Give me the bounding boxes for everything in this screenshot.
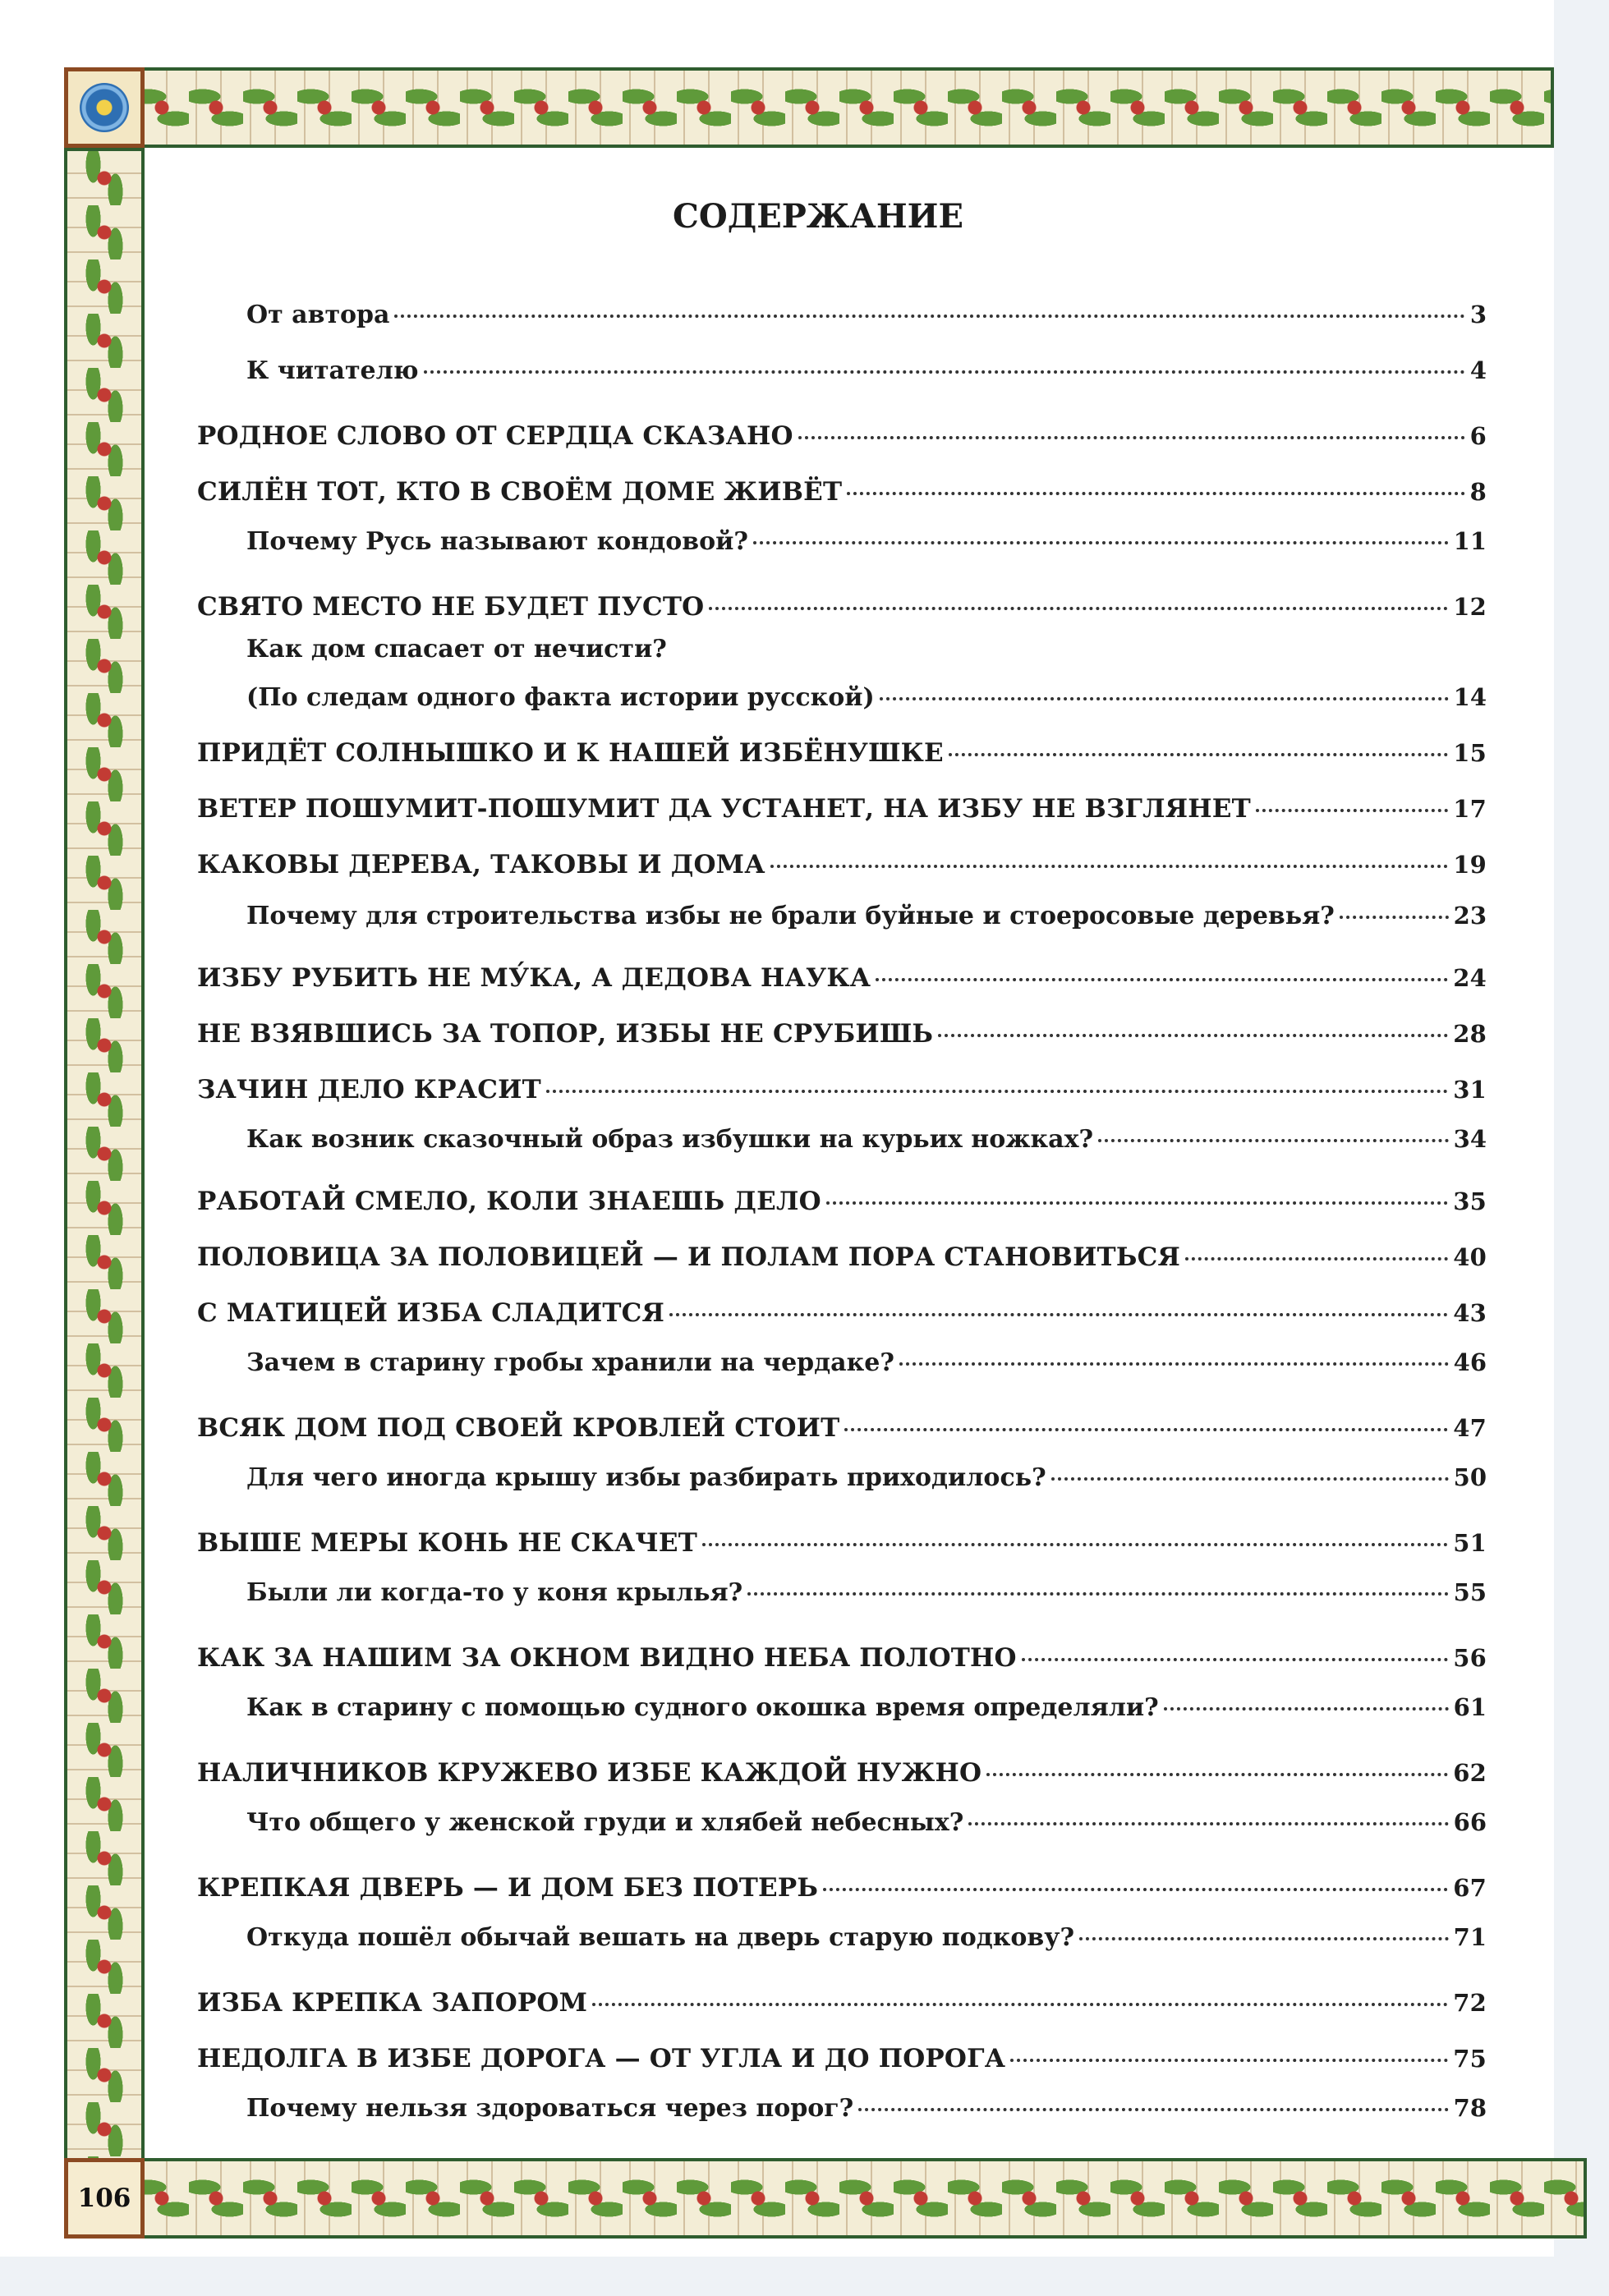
corner-rosette: [64, 67, 145, 148]
toc-entry-line: [246, 1922, 1487, 1954]
toc-entry-line: [197, 2043, 1487, 2074]
toc-entry-title: ИЗБА КРЕПКА ЗАПОРОМ: [197, 1988, 588, 2018]
toc-entry-line: [197, 420, 1487, 452]
dot-leader: [823, 1885, 1448, 1891]
toc-entry-title: ЗАЧИН ДЕЛО КРАСИТ: [197, 1075, 541, 1104]
toc-entry-page: 31: [1453, 1076, 1487, 1104]
dot-leader: [702, 1540, 1448, 1546]
dot-leader: [899, 1359, 1449, 1366]
toc-entry-line: [246, 526, 1487, 558]
toc-entry: [246, 1123, 1487, 1155]
toc-entry-line: [197, 1018, 1487, 1049]
toc-entry: [197, 1872, 1487, 1903]
toc-entry-title: НАЛИЧНИКОВ КРУЖЕВО ИЗБЕ КАЖДОЙ НУЖНО: [197, 1758, 982, 1788]
toc-entry: [246, 900, 1487, 932]
toc-entry: [197, 962, 1487, 994]
toc-entry-page: 43: [1453, 1299, 1487, 1327]
toc-entry: [246, 2092, 1487, 2124]
toc-entry-line: [197, 1527, 1487, 1559]
toc-entry: [197, 2043, 1487, 2074]
dot-leader: [753, 538, 1449, 544]
toc-entry: [197, 849, 1487, 880]
dot-leader: [1079, 1934, 1449, 1940]
toc-entry-page: 35: [1453, 1187, 1487, 1215]
toc-entry-title: СВЯТО МЕСТО НЕ БУДЕТ ПУСТО: [197, 592, 705, 622]
dot-leader: [949, 750, 1448, 756]
toc-entry-line: [246, 1462, 1487, 1494]
dot-leader: [546, 1086, 1448, 1093]
dot-leader: [394, 311, 1464, 318]
dot-leader: [938, 1031, 1448, 1037]
toc-entry-title: К читателю: [246, 356, 419, 385]
page-number: 106: [77, 2183, 131, 2213]
toc-entry-page: 24: [1453, 964, 1487, 992]
toc-entry: [246, 1922, 1487, 1954]
toc-entry-title: С МАТИЦЕЙ ИЗБА СЛАДИТСЯ: [197, 1298, 665, 1328]
toc-entry: [197, 476, 1487, 507]
toc-entry-line: [197, 591, 1487, 622]
dot-leader: [880, 694, 1449, 700]
toc-entry-title: Почему Русь называют кондовой?: [246, 527, 748, 556]
dot-leader: [1164, 1704, 1449, 1711]
toc-entry: [197, 1186, 1487, 1217]
toc-entry-title: Зачем в старину гробы хранили на чердаке?: [246, 1348, 894, 1377]
ornament-border-bottom: [131, 2158, 1587, 2239]
toc-entry-page: 66: [1453, 1808, 1487, 1836]
toc-entry: [197, 1527, 1487, 1559]
toc-entry-title-line: Как дом спасает от нечисти?: [246, 635, 667, 664]
toc-entry-page: 62: [1453, 1759, 1487, 1787]
toc-entry: [197, 420, 1487, 452]
page-edge-bottom: [0, 2257, 1609, 2296]
toc-entry-line: [246, 1347, 1487, 1379]
toc-entry-title: РОДНОЕ СЛОВО ОТ СЕРДЦА СКАЗАНО: [197, 421, 793, 451]
toc-entry-page: 6: [1469, 422, 1487, 450]
dot-leader: [1256, 806, 1448, 812]
toc-entry-title: (По следам одного факта истории русской): [246, 683, 875, 712]
dot-leader: [986, 1770, 1448, 1776]
toc-entry-line: [197, 1987, 1487, 2018]
toc-entry-line: [197, 1242, 1487, 1273]
toc-entry: [197, 1018, 1487, 1049]
dot-leader: [709, 604, 1448, 610]
ornament-border-left: [64, 148, 145, 2165]
toc-entry-title: ПРИДЁТ СОЛНЫШКО И К НАШЕЙ ИЗБЁНУШКЕ: [197, 738, 944, 768]
dot-leader: [424, 367, 1465, 374]
dot-leader: [844, 1425, 1448, 1431]
toc-entry-page: 72: [1453, 1989, 1487, 2017]
toc-entry-line: [197, 793, 1487, 824]
toc-entry-page: 61: [1453, 1693, 1487, 1721]
toc-entry-page: 75: [1453, 2045, 1487, 2073]
dot-leader: [858, 2105, 1448, 2111]
page-edge-right: [1554, 0, 1609, 2296]
toc-entry-line: [246, 1807, 1487, 1839]
toc-entry-line: [197, 1186, 1487, 1217]
toc-entry: [246, 1807, 1487, 1839]
toc-entry-title: ИЗБУ РУБИТЬ НЕ МУ́КА, А ДЕДОВА НАУКА: [197, 963, 871, 993]
toc-entry-line: [197, 849, 1487, 880]
toc-entry-page: 78: [1453, 2094, 1487, 2122]
toc-entry-line: [197, 1872, 1487, 1903]
page-title: СОДЕРЖАНИЕ: [673, 197, 963, 236]
toc-entry-page: 50: [1453, 1463, 1487, 1491]
toc-entry-title: ВСЯК ДОМ ПОД СВОЕЙ КРОВЛЕЙ СТОИТ: [197, 1413, 840, 1443]
dot-leader: [1098, 1136, 1449, 1142]
dot-leader: [798, 433, 1465, 439]
dot-leader: [876, 975, 1448, 981]
toc-entry-page: 3: [1469, 301, 1487, 328]
toc-entry-line: [197, 476, 1487, 507]
toc-entry-line: [197, 737, 1487, 769]
dot-leader: [770, 861, 1449, 868]
toc-entry-page: 11: [1453, 527, 1487, 555]
dot-leader: [592, 2000, 1448, 2006]
toc-entry-title: Для чего иногда крышу избы разбирать приходилось?: [246, 1463, 1046, 1492]
toc-entry-line: [197, 1074, 1487, 1105]
toc-entry-page: 14: [1453, 683, 1487, 711]
toc-entry: [246, 526, 1487, 558]
toc-entry-page: 15: [1453, 739, 1487, 767]
toc-entry: [246, 634, 1487, 714]
toc-entry-line: [197, 1297, 1487, 1329]
toc-entry-title: От автора: [246, 301, 390, 329]
toc-entry-title: Почему для строительства избы не брали буйные и стоеросовые деревья?: [246, 902, 1335, 930]
dot-leader: [1185, 1254, 1448, 1261]
toc-entry: [246, 355, 1487, 387]
toc-entry-page: 71: [1453, 1923, 1487, 1951]
toc-entry-page: 40: [1453, 1243, 1487, 1271]
toc-entry-page: 8: [1469, 478, 1487, 506]
toc-entry-line: [197, 1642, 1487, 1674]
toc-entry-title: Как в старину с помощью судного окошка время определяли?: [246, 1693, 1159, 1722]
toc-entry-title: ПОЛОВИЦА ЗА ПОЛОВИЦЕЙ — И ПОЛАМ ПОРА СТАНОВИТЬСЯ: [197, 1242, 1181, 1272]
toc-entry-line: [246, 1577, 1487, 1609]
toc-entry-page: 23: [1453, 902, 1487, 930]
toc-entry: [197, 1412, 1487, 1444]
toc-entry: [197, 1757, 1487, 1789]
toc-entry: [197, 737, 1487, 769]
toc-entry-title: ВЕТЕР ПОШУМИТ-ПОШУМИТ ДА УСТАНЕТ, НА ИЗБУ НЕ ВЗГЛЯНЕТ: [197, 794, 1251, 824]
toc-entry-title: Что общего у женской груди и хлябей небесных?: [246, 1808, 964, 1837]
toc-entry-page: 34: [1453, 1125, 1487, 1153]
toc-entry-title: Откуда пошёл обычай вешать на дверь старую подкову?: [246, 1923, 1075, 1952]
dot-leader: [968, 1819, 1448, 1825]
toc-entry-title: КРЕПКАЯ ДВЕРЬ — И ДОМ БЕЗ ПОТЕРЬ: [197, 1873, 819, 1903]
toc-entry-page: 19: [1453, 851, 1487, 879]
toc-entry-title: СИЛЁН ТОТ, КТО В СВОЁМ ДОМЕ ЖИВЁТ: [197, 477, 843, 507]
toc-entry: [197, 1074, 1487, 1105]
toc-entry-title: Как возник сказочный образ избушки на курьих ножках?: [246, 1125, 1094, 1154]
toc-entry-title: НЕ ВЗЯВШИСЬ ЗА ТОПОР, ИЗБЫ НЕ СРУБИШЬ: [197, 1019, 934, 1049]
toc-entry-page: 67: [1453, 1874, 1487, 1902]
dot-leader: [1051, 1474, 1449, 1481]
toc-entry: [246, 1692, 1487, 1724]
toc-entry-line: [246, 355, 1487, 387]
dot-leader: [1340, 912, 1449, 919]
toc-entry: [197, 591, 1487, 622]
toc-entry-line: [246, 2092, 1487, 2124]
dot-leader: [669, 1310, 1448, 1316]
toc-entry-line: [246, 682, 1487, 714]
toc-entry: [246, 1347, 1487, 1379]
toc-entry-page: 4: [1469, 356, 1487, 384]
toc-entry-page: 46: [1453, 1348, 1487, 1376]
toc-entry-page: 17: [1453, 795, 1487, 823]
toc-entry-page: 55: [1453, 1578, 1487, 1606]
toc-entry-page: 51: [1453, 1529, 1487, 1557]
dot-leader: [847, 489, 1464, 495]
toc-entry: [197, 1987, 1487, 2018]
toc-entry-line: [246, 900, 1487, 932]
toc-entry-page: 56: [1453, 1644, 1487, 1672]
toc-entry: [246, 1462, 1487, 1494]
toc-entry-line: [197, 962, 1487, 994]
toc-entry-line: [246, 299, 1487, 331]
page-number-box: [64, 2158, 145, 2239]
toc-entry-title: КАК ЗА НАШИМ ЗА ОКНОМ ВИДНО НЕБА ПОЛОТНО: [197, 1643, 1017, 1673]
toc-entry-title: Почему нельзя здороваться через порог?: [246, 2094, 854, 2123]
toc-entry-line: [246, 1692, 1487, 1724]
toc-entry-title: Были ли когда-то у коня крылья?: [246, 1578, 743, 1607]
toc-entry: [246, 1577, 1487, 1609]
dot-leader: [826, 1198, 1448, 1205]
toc-entry: [197, 1297, 1487, 1329]
toc-entry-page: 28: [1453, 1020, 1487, 1048]
dot-leader: [747, 1589, 1448, 1596]
toc-entry-title: НЕДОЛГА В ИЗБЕ ДОРОГА — ОТ УГЛА И ДО ПОРОГА: [197, 2044, 1006, 2073]
toc-entry: [197, 1242, 1487, 1273]
toc-entry-title: КАКОВЫ ДЕРЕВА, ТАКОВЫ И ДОМА: [197, 850, 765, 879]
dot-leader: [1010, 2055, 1448, 2062]
toc-entry-page: 12: [1453, 593, 1487, 621]
ornament-border-top: [131, 67, 1554, 148]
toc-entry-line: [197, 1757, 1487, 1789]
toc-entry: [197, 793, 1487, 824]
toc-entry: [246, 299, 1487, 331]
dot-leader: [1022, 1655, 1449, 1661]
toc-entry-line: [246, 1123, 1487, 1155]
toc-entry-title: ВЫШЕ МЕРЫ КОНЬ НЕ СКАЧЕТ: [197, 1528, 697, 1558]
toc-entry-page: 47: [1453, 1414, 1487, 1442]
flower-icon: [80, 83, 129, 132]
toc-entry: [197, 1642, 1487, 1674]
toc-entry-title: РАБОТАЙ СМЕЛО, КОЛИ ЗНАЕШЬ ДЕЛО: [197, 1187, 821, 1216]
toc-entry-line: [197, 1412, 1487, 1444]
